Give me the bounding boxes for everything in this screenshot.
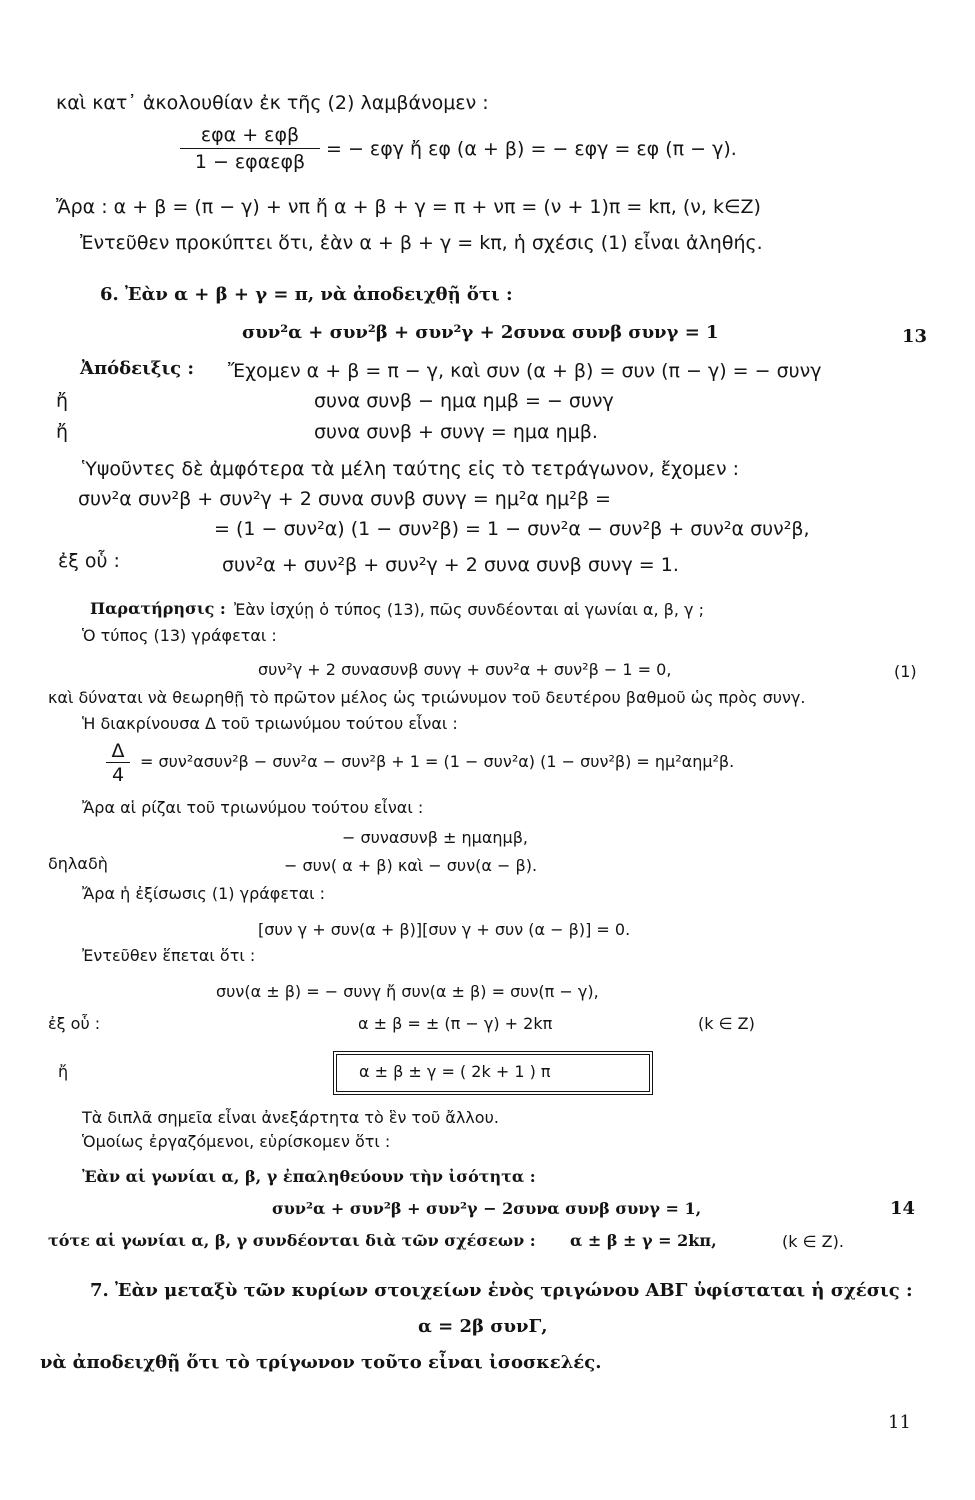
text-line: Ἄρα αἱ ρίζαι τοῦ τριωνύμου τούτου εἶναι :: [82, 798, 424, 817]
formula-line: α ± β = ± (π − γ) + 2kπ: [358, 1014, 553, 1033]
text-line: Ὁ τύπος (13) γράφεται :: [82, 626, 277, 645]
text-line: Ἄρα : α + β = (π − γ) + νπ ἤ α + β + γ = π + νπ = (ν + 1)π = kπ, (ν, k∈Z): [56, 196, 761, 218]
condition-note: (k ∈ Z): [698, 1014, 755, 1033]
text-line: Ἔχομεν α + β = π − γ, καὶ συν (α + β) = συν (π − γ) = − συνγ: [228, 360, 822, 382]
fraction-numerator: Δ: [111, 740, 125, 762]
bold-statement: Ἐὰν αἱ γωνίαι α, β, γ ἐπαληθεύουν τὴν ἰσότητα :: [82, 1167, 536, 1186]
text-line: Ὁμοίως ἐργαζόμενοι, εὑρίσκομεν ὅτι :: [82, 1132, 391, 1151]
exercise-text: νὰ ἀποδειχθῇ ὅτι τὸ τρίγωνον τοῦτο εἶναι ἰσοσκελές.: [40, 1352, 602, 1373]
formula-line: συνα συνβ + συνγ = ημα ημβ.: [314, 421, 598, 443]
fraction-denominator: 4: [111, 764, 125, 786]
formula-line: = − εφγ ἤ εφ (α + β) = − εφγ = εφ (π − γ).: [326, 138, 737, 160]
exercise-heading: 7. Ἐὰν μεταξὺ τῶν κυρίων στοιχείων ἑνὸς τριγώνου ΑΒΓ ὑφίσταται ἡ σχέσις :: [90, 1280, 913, 1301]
line-prefix: ἐξ οὗ :: [58, 550, 120, 572]
text-line: Τὰ διπλᾶ σημεῖα εἶναι ἀνεξάρτητα τὸ ἓν τοῦ ἄλλου.: [82, 1108, 499, 1127]
result-box: [336, 1054, 650, 1092]
exercise-heading: 6. Ἐὰν α + β + γ = π, νὰ ἀποδειχθῇ ὅτι :: [100, 284, 513, 305]
formula-line: συν²γ + 2 συνασυνβ συνγ + συν²α + συν²β − 1 = 0,: [258, 660, 672, 679]
line-prefix: ἤ: [56, 390, 69, 412]
text-line: Ἐντεῦθεν ἕπεται ὅτι :: [82, 946, 256, 965]
equation-number: 13: [902, 326, 928, 347]
equation-number: (1): [894, 662, 917, 681]
equation-number: 14: [890, 1198, 916, 1219]
fraction-denominator: 1 − εφαεφβ: [194, 151, 306, 173]
formula-line: α ± β ± γ = 2kπ,: [570, 1231, 717, 1250]
formula-line: α = 2β συνΓ,: [418, 1316, 548, 1337]
formula-line: = συν²ασυν²β − συν²α − συν²β + 1 = (1 − συν²α) (1 − συν²β) = ημ²αημ²β.: [140, 752, 735, 771]
formula-line: συν²α + συν²β + συν²γ + 2 συνα συνβ συνγ = 1.: [222, 554, 679, 576]
text-line: Ἐὰν ἰσχύῃ ὁ τύπος (13), πῶς συνδέονται αἱ γωνίαι α, β, γ ;: [234, 600, 704, 619]
formula-line: συν(α ± β) = − συνγ ἤ συν(α ± β) = συν(π − γ),: [216, 982, 599, 1001]
text-line: Ὑψοῦντες δὲ ἀμφότερα τὰ μέλη ταύτης εἰς τὸ τετράγωνον, ἔχομεν :: [82, 458, 740, 480]
formula-line: [συν γ + συν(α + β)][συν γ + συν (α − β)] = 0.: [258, 920, 631, 939]
proof-label: Ἀπόδειξις :: [80, 358, 195, 379]
text-line: καὶ κατ᾽ ἀκολουθίαν ἐκ τῆς (2) λαμβάνομεν :: [56, 92, 489, 114]
remark-label: Παρατήρησις :: [90, 599, 226, 618]
line-prefix: δηλαδὴ: [48, 854, 108, 873]
condition-note: (k ∈ Z).: [782, 1232, 844, 1251]
fraction-numerator: εφα + εφβ: [200, 124, 300, 146]
fraction-bar: [106, 762, 130, 763]
text-line: Ἡ διακρίνουσα Δ τοῦ τριωνύμου τούτου εἶναι :: [82, 714, 458, 733]
formula-line: συν²α + συν²β + συν²γ − 2συνα συνβ συνγ = 1,: [272, 1199, 702, 1218]
formula-line: συν²α + συν²β + συν²γ + 2συνα συνβ συνγ = 1: [242, 322, 719, 343]
formula-line: = (1 − συν²α) (1 − συν²β) = 1 − συν²α − συν²β + συν²α συν²β,: [214, 518, 810, 540]
line-prefix: ἐξ οὗ :: [48, 1014, 101, 1033]
page-number: 11: [888, 1412, 911, 1433]
formula-line: συν²α συν²β + συν²γ + 2 συνα συνβ συνγ = ημ²α ημ²β =: [78, 488, 611, 510]
formula-line: συνα συνβ − ημα ημβ = − συνγ: [314, 390, 614, 412]
boxed-formula: α ± β ± γ = ( 2k + 1 ) π: [359, 1062, 551, 1081]
line-prefix: ἤ: [56, 421, 69, 443]
line-prefix: ἤ: [58, 1062, 69, 1081]
text-line: Ἄρα ἡ ἐξίσωσις (1) γράφεται :: [82, 884, 326, 903]
formula-line: − συν( α + β) καὶ − συν(α − β).: [284, 856, 538, 875]
text-line: Ἐντεῦθεν προκύπτει ὅτι, ἐὰν α + β + γ = kπ, ἡ σχέσις (1) εἶναι ἀληθής.: [80, 232, 763, 254]
bold-statement: τότε αἱ γωνίαι α, β, γ συνδέονται διὰ τῶν σχέσεων :: [48, 1231, 536, 1250]
formula-line: − συνασυνβ ± ημαημβ,: [342, 828, 528, 847]
fraction-bar: [180, 148, 320, 149]
text-line: καὶ δύναται νὰ θεωρηθῇ τὸ πρῶτον μέλος ὡς τριώνυμον τοῦ δευτέρου βαθμοῦ ὡς πρὸς συνγ.: [48, 688, 806, 707]
